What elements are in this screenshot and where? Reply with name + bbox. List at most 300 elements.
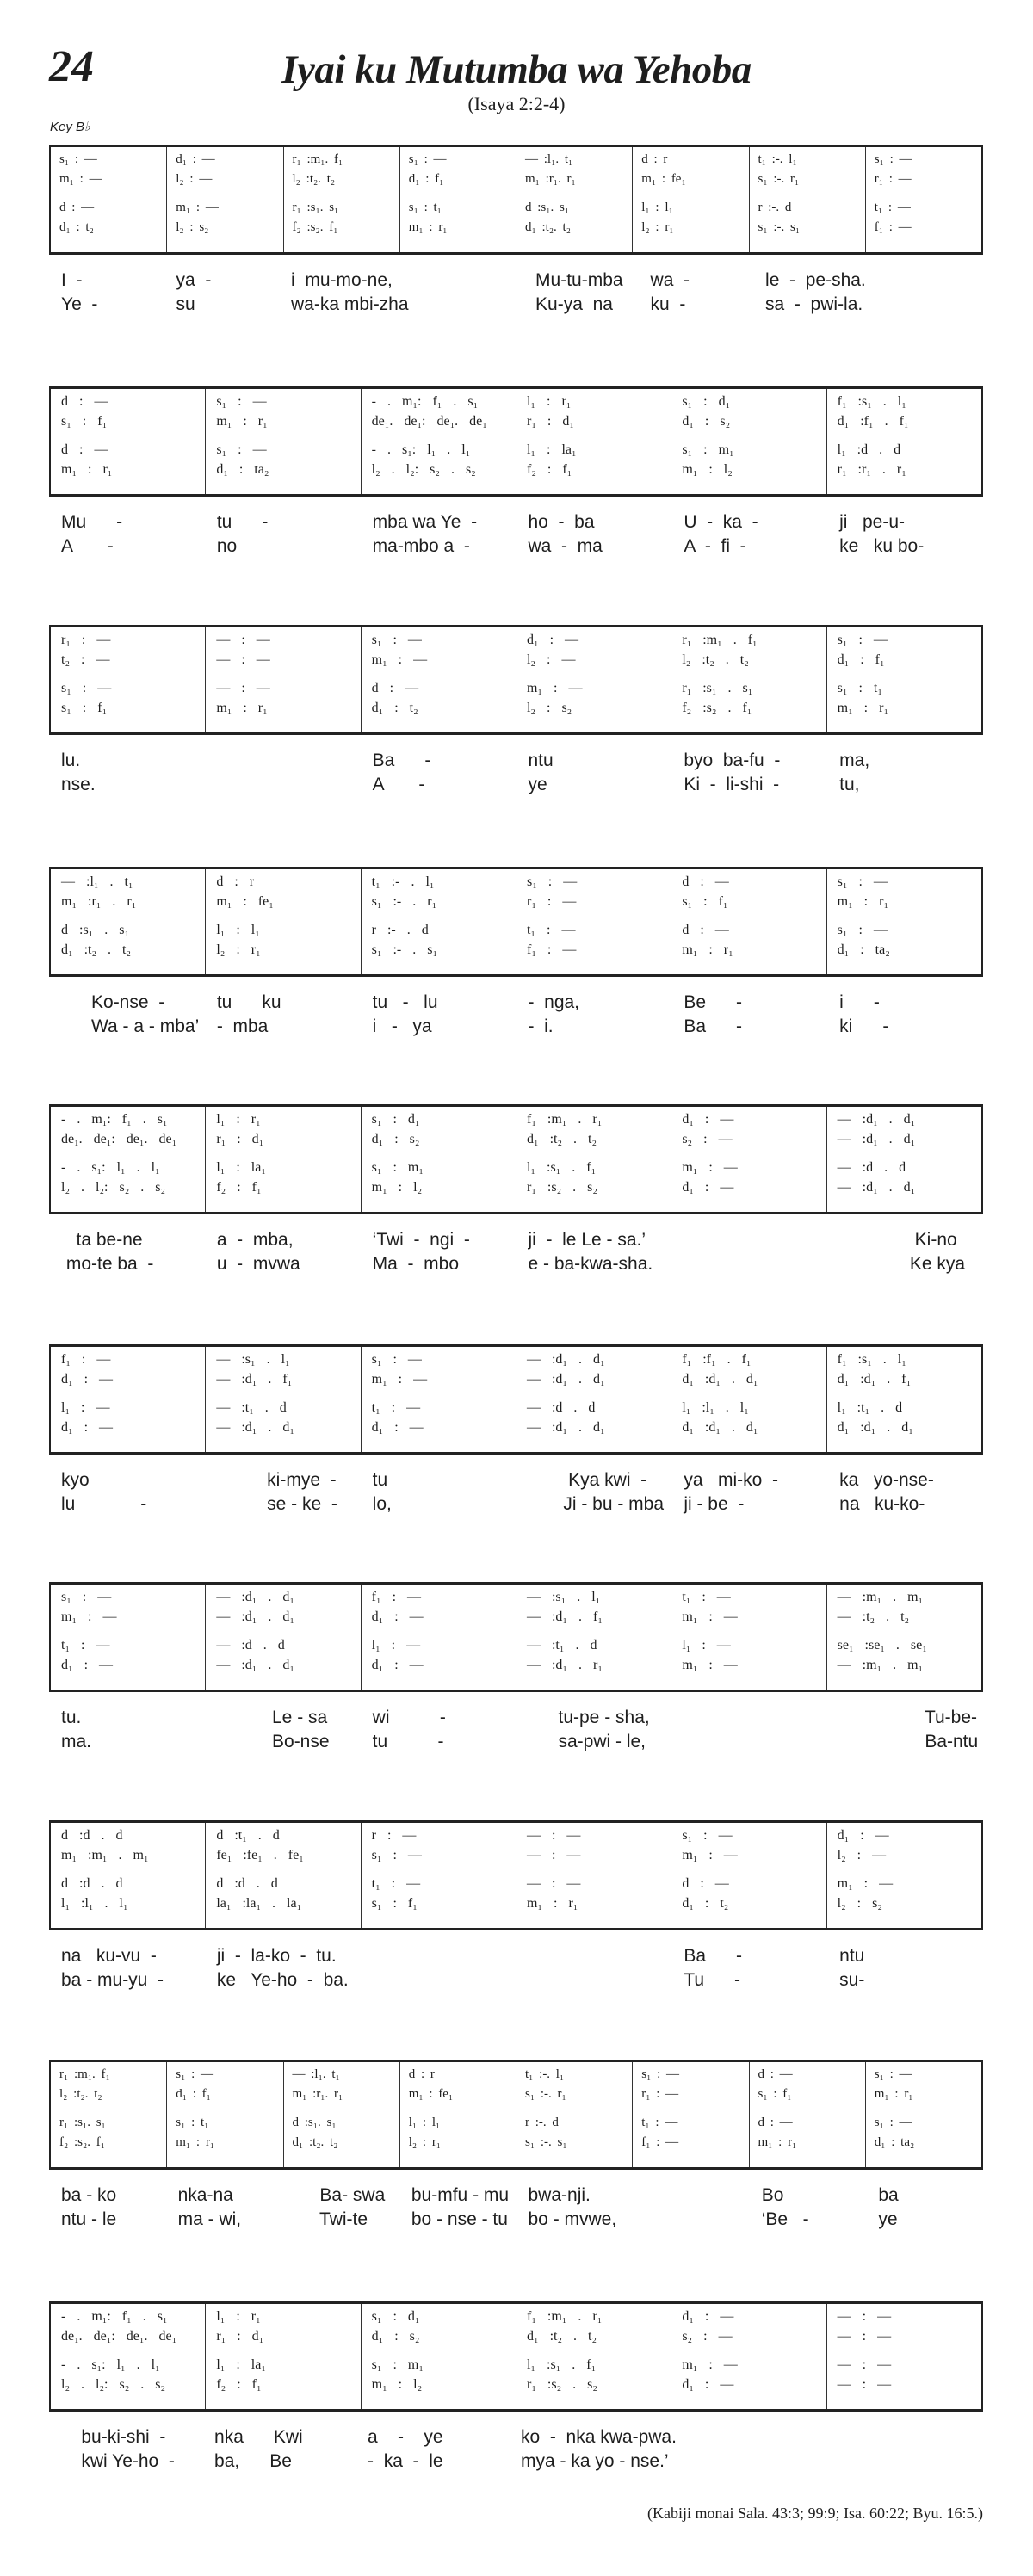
song-title: Iyai ku Mutumba wa Yehoba [281, 47, 752, 92]
verse-1-lyric: tu-pe - sha, [528, 1708, 650, 1727]
bass-notes: m₁ : l₂ [682, 462, 733, 477]
verse-1-lyric: Be - [684, 992, 742, 1012]
verse-2-lyric: ji - be - [684, 1494, 745, 1514]
soprano-notes: t₁ :-. l₁ [525, 2067, 565, 2081]
tenor-notes: s₁ : t₁ [176, 2116, 209, 2129]
alto-notes: m₁ : — [682, 1609, 738, 1624]
lyric-column [49, 512, 205, 560]
lyric-column [639, 270, 754, 318]
bass-notes: r₁ :r₁ . r₁ [837, 462, 906, 477]
soprano-notes: f₁ :m₁ . r₁ [526, 1112, 603, 1127]
alto-notes: r₁ : — [641, 2087, 679, 2101]
measure [361, 2304, 516, 2409]
bass-notes: — :d₁ . d₁ [837, 1180, 916, 1195]
verse-2-lyric: lu - [61, 1494, 147, 1514]
tenor-notes: l₁ : la₁ [216, 1160, 266, 1175]
measure [51, 1585, 205, 1690]
lyrics [49, 992, 983, 1041]
tenor-notes: d :s₁. s₁ [525, 201, 570, 214]
soprano-notes: s₁ : d₁ [371, 2309, 420, 2324]
system [49, 145, 983, 318]
verse-2-lyric [881, 294, 984, 318]
soprano-notes: d :d . d [61, 1828, 123, 1843]
alto-notes: m₁ : — [59, 172, 102, 186]
bass-notes: f₂ :s₂ . f₁ [682, 701, 752, 715]
alto-notes: m₁ : — [61, 1609, 117, 1624]
lyric-column [205, 751, 361, 799]
soprano-notes: s₁ : — [371, 633, 422, 647]
measure [826, 627, 981, 732]
soprano-notes: f₁ :f₁ . f₁ [682, 1352, 752, 1367]
lyric-column [677, 2427, 830, 2475]
alto-notes: d₁ :t₂ . t₂ [526, 2329, 597, 2344]
soprano-notes: — :l₁. t₁ [292, 2067, 340, 2081]
tenor-notes: l₁ : l₁ [641, 201, 673, 214]
verse-1-lyric [217, 751, 361, 775]
lyric-column [523, 270, 639, 318]
verse-1-lyric: le - pe-sha. [765, 270, 866, 290]
verse-2-lyric: tu - [372, 1732, 444, 1751]
verse-1-lyric: nka Kwi [214, 2427, 303, 2447]
lyric-column [516, 512, 671, 560]
verse-1-lyric: ba - ko [61, 2185, 117, 2205]
verse-1-lyric [421, 270, 524, 294]
measure [826, 1823, 981, 1928]
lyric-column [205, 1708, 361, 1756]
lyric-column [49, 751, 205, 799]
tenor-notes: — :d . d [216, 1638, 285, 1652]
system [49, 1582, 983, 1756]
lyrics [49, 1708, 983, 1756]
tenor-notes: m₁ : — [682, 1160, 738, 1175]
bass-notes: m₁ : r₁ [758, 2135, 797, 2149]
verse-2-lyric: ki - [839, 1016, 889, 1036]
lyric-column [671, 1470, 827, 1518]
verse-1-lyric: lu. [61, 751, 81, 770]
verse-2-lyric [373, 1970, 516, 1994]
lyric-column [205, 992, 361, 1041]
tenor-notes: s₁ : — [61, 681, 112, 695]
measure [51, 2304, 205, 2409]
measure [516, 627, 671, 732]
staff [49, 145, 983, 255]
measure [361, 1585, 516, 1690]
tenor-notes: se₁ :se₁ . se₁ [837, 1638, 927, 1652]
lyric-column [516, 1946, 671, 1994]
bass-notes: d₁ : — [682, 1180, 734, 1195]
soprano-notes: — : — [526, 1828, 581, 1843]
soprano-notes: l₁ : r₁ [216, 2309, 261, 2324]
bass-notes: r₁ :s₂ . s₂ [526, 2377, 597, 2392]
bass-notes: m₁ : r₁ [526, 1896, 578, 1911]
soprano-notes: s₁ : — [837, 874, 888, 889]
alto-notes: d₁ : s₂ [371, 1132, 420, 1146]
verse-1-lyric: kyo [61, 1470, 90, 1490]
lyric-column [399, 2185, 516, 2233]
tenor-notes: l₁ : — [371, 1638, 421, 1652]
verse-1-lyric: ‘Twi - ngi - [372, 1230, 470, 1250]
bass-notes: d₁ : — [682, 2377, 734, 2392]
alto-notes: l₂ :t₂. t₂ [59, 2087, 102, 2101]
soprano-notes: d₁ : — [682, 2309, 734, 2324]
soprano-notes: s₁ : — [874, 2067, 912, 2081]
measure [51, 627, 205, 732]
lyric-column [827, 1946, 983, 1994]
bass-notes: s₁ :-. s₁ [525, 2135, 567, 2149]
tenor-notes: t₁ : — [874, 201, 911, 214]
verse-2-lyric: mya - ka yo - nse.’ [521, 2451, 669, 2471]
tenor-notes: d :s₁ . s₁ [61, 923, 130, 937]
bass-notes: m₁ : r₁ [176, 2135, 215, 2149]
tenor-notes: r₁ :s₁. s₁ [292, 201, 339, 214]
measure [632, 2062, 748, 2167]
soprano-notes: s₁ : — [59, 152, 97, 166]
verse-2-lyric: A - [61, 536, 114, 556]
alto-notes: m₁ : — [371, 652, 428, 667]
lyric-column [361, 1230, 516, 1278]
soprano-notes: r : — [371, 1828, 417, 1843]
alto-notes: d₁ : s₂ [682, 414, 731, 429]
bass-notes: s₁ :- . s₁ [371, 942, 438, 957]
verse-1-lyric: Tu-be- [839, 1708, 978, 1727]
measure [166, 2062, 282, 2167]
measure [51, 1347, 205, 1452]
tenor-notes: r :- . d [371, 923, 429, 937]
verse-1-lyric: tu. [61, 1708, 82, 1727]
bass-notes: f₂ : f₁ [216, 2377, 262, 2392]
verse-1-lyric: ho - ba [528, 512, 595, 532]
tenor-notes: m₁ : — [837, 1876, 894, 1891]
bass-notes: d₁ : t₂ [59, 220, 94, 234]
soprano-notes: - . m₁: f₁ . s₁ [61, 2309, 168, 2324]
alto-notes: s₁ :- . r₁ [371, 894, 437, 909]
soprano-notes: — : — [216, 633, 270, 647]
staff [49, 1820, 983, 1930]
lyrics [49, 1946, 983, 1994]
verse-1-lyric: ntu [528, 751, 554, 770]
verse-1-lyric [881, 270, 984, 294]
measure [205, 1823, 360, 1928]
verse-1-lyric: a - ye [368, 2427, 443, 2447]
bass-notes: — :d₁ . d₁ [216, 1658, 294, 1672]
bass-notes: d₁ : — [371, 1658, 424, 1672]
tenor-notes: l₁ :s₁ . f₁ [526, 2357, 597, 2372]
lyrics [49, 512, 983, 560]
verse-2-lyric: ma-mbo a - [372, 536, 470, 556]
lyric-column [827, 1470, 983, 1518]
measure [826, 869, 981, 974]
alto-notes: l₂ : — [526, 652, 576, 667]
soprano-notes: t₁ :- . l₁ [371, 874, 435, 889]
tenor-notes: t₁ : — [61, 1638, 110, 1652]
verse-1-lyric: tu - [216, 512, 269, 532]
alto-notes: — :d₁ . d₁ [216, 1609, 294, 1624]
verse-1-lyric: ba [878, 2185, 899, 2205]
song-number: 24 [49, 42, 94, 91]
lyric-column [361, 1470, 516, 1518]
tenor-notes: r₁ :s₁. s₁ [59, 2116, 106, 2129]
soprano-notes: d : — [61, 394, 108, 409]
bass-notes: d₁ :t₂ . t₂ [61, 942, 132, 957]
bass-notes: — :d₁ . d₁ [216, 1420, 294, 1435]
tenor-notes: l₁ : — [61, 1400, 110, 1415]
tenor-notes: s₁ : — [216, 442, 267, 457]
verse-2-lyric: ke Ye-ho - ba. [216, 1970, 349, 1990]
soprano-notes: t₁ : — [682, 1590, 731, 1604]
tenor-notes: — :t₁ . d [216, 1400, 287, 1415]
measure [516, 1585, 671, 1690]
soprano-notes: f₁ : — [61, 1352, 111, 1367]
lyric-column [361, 992, 516, 1041]
alto-notes: — : — [216, 652, 270, 667]
bass-notes: l₂ . l₂: s₂ . s₂ [371, 462, 476, 477]
alto-notes: m₁ : fe₁ [216, 894, 274, 909]
tenor-notes: d : — [61, 442, 108, 457]
verse-1-lyric: ka yo-nse- [839, 1470, 934, 1490]
alto-notes: d₁ : f₁ [837, 652, 885, 667]
verse-2-lyric: ku - [650, 294, 686, 314]
staff [49, 1104, 983, 1214]
tenor-notes: t₁ : — [641, 2116, 678, 2129]
soprano-notes: s₁ : — [176, 2067, 213, 2081]
lyric-column [49, 1946, 205, 1994]
measure [205, 1585, 360, 1690]
verse-2-lyric: su- [839, 1970, 865, 1990]
soprano-notes: - . m₁: f₁ . s₁ [371, 394, 479, 409]
lyric-column [166, 2185, 283, 2233]
system [49, 1820, 983, 1994]
verse-2-lyric: ntu - le [61, 2209, 117, 2229]
verse-1-lyric: nka-na [177, 2185, 233, 2205]
soprano-notes: d : r [641, 152, 668, 166]
measure [671, 1347, 826, 1452]
lyric-column [164, 270, 280, 318]
soprano-notes: f₁ :m₁ . r₁ [526, 2309, 603, 2324]
verse-2-lyric [689, 2451, 830, 2475]
lyric-column [750, 2185, 867, 2233]
bass-notes: l₁ :l₁ . l₁ [61, 1896, 128, 1911]
alto-notes: de₁. de₁: de₁. de₁ [371, 414, 487, 429]
bass-notes: d₁ : ta₂ [216, 462, 269, 477]
bass-notes: m₁ : r₁ [216, 701, 268, 715]
soprano-notes: f₁ :s₁ . l₁ [837, 1352, 906, 1367]
lyric-column [361, 512, 516, 560]
soprano-notes: s₁ : — [526, 874, 578, 889]
soprano-notes: s₁ : — [837, 633, 888, 647]
verse-2-lyric: - mba [216, 1016, 269, 1036]
measure [826, 2304, 981, 2409]
verse-2-lyric: ‘Be - [761, 2209, 809, 2229]
lyric-column [409, 270, 524, 318]
system [49, 2301, 983, 2475]
tenor-notes: s₁ : — [837, 923, 888, 937]
verse-2-lyric: Wa - a - mba’ [61, 1016, 200, 1036]
soprano-notes: d : r [408, 2067, 435, 2081]
soprano-notes: — :l₁. t₁ [525, 152, 573, 166]
alto-notes: m₁ : — [371, 1372, 428, 1387]
measure [361, 1347, 516, 1452]
measure [516, 1107, 671, 1212]
tenor-notes: l₁ : — [682, 1638, 731, 1652]
verse-2-lyric: na ku-ko- [839, 1494, 925, 1514]
verse-2-lyric: A - [372, 775, 425, 794]
tenor-notes: — : — [526, 1876, 581, 1891]
soprano-notes: d : — [682, 874, 729, 889]
lyric-column [49, 2427, 202, 2475]
measure [865, 2062, 981, 2167]
verse-2-lyric: no [216, 536, 238, 556]
verse-2-lyric: u - mvwa [216, 1254, 300, 1274]
soprano-notes: s₁ : — [408, 152, 447, 166]
measure [283, 2062, 399, 2167]
verse-2-lyric: A - fi - [684, 536, 746, 556]
bass-notes: f₁ : — [641, 2135, 679, 2149]
alto-notes: de₁. de₁: de₁. de₁ [61, 1132, 177, 1146]
verse-1-lyric: bu-mfu - mu [411, 2185, 510, 2205]
alto-notes: m₁ :r₁. r₁ [525, 172, 576, 186]
staff [49, 2301, 983, 2412]
alto-notes: d₁ :f₁ . f₁ [837, 414, 909, 429]
soprano-notes: — : — [837, 2309, 892, 2324]
verse-1-lyric [373, 1946, 516, 1970]
alto-notes: l₂ :t₂. t₂ [292, 172, 336, 186]
verse-1-lyric: ko - nka kwa-pwa. [521, 2427, 677, 2447]
verse-1-lyric: wi - [372, 1708, 446, 1727]
system [49, 1104, 983, 1278]
lyric-column [671, 1708, 827, 1756]
alto-notes: s₁ : f₁ [758, 2087, 792, 2101]
verse-2-lyric [421, 294, 524, 318]
verse-1-lyric: Ba - [372, 751, 431, 770]
soprano-notes: l₁ : r₁ [216, 1112, 261, 1127]
bass-notes: r₁ :s₂ . s₂ [526, 1180, 597, 1195]
verse-1-lyric: i - [839, 992, 880, 1012]
verse-2-lyric: - i. [528, 1016, 554, 1036]
tenor-notes: — :t₁ . d [526, 1638, 597, 1652]
verse-1-lyric: ya mi-ko - [684, 1470, 778, 1490]
lyrics [49, 270, 983, 318]
verse-2-lyric: ma. [61, 1732, 92, 1751]
verse-1-lyric: I - [61, 270, 83, 290]
soprano-notes: s₁ : — [371, 1352, 422, 1367]
verse-1-lyric: ya - [176, 270, 212, 290]
alto-notes: m₁ : r₁ [874, 2087, 913, 2101]
tenor-notes: l₁ : l₁ [216, 923, 260, 937]
lyrics [49, 1470, 983, 1518]
soprano-notes: l₁ : r₁ [526, 394, 572, 409]
system [49, 625, 983, 799]
measure [826, 1347, 981, 1452]
verse-2-lyric: Ke kya [839, 1254, 966, 1274]
tenor-notes: - . s₁: l₁ . l₁ [61, 2357, 160, 2372]
alto-notes: d₁ : — [371, 1609, 424, 1624]
soprano-notes: d : — [758, 2067, 793, 2081]
lyric-column [49, 1230, 205, 1278]
staff [49, 386, 983, 497]
measure [51, 389, 205, 494]
alto-notes: m₁ :m₁ . m₁ [61, 1848, 149, 1863]
measure [671, 389, 826, 494]
verse-1-lyric: tu ku [216, 992, 281, 1012]
bass-notes: l₂ : s₂ [176, 220, 209, 234]
verse-1-lyric [684, 1230, 827, 1254]
measure [51, 2062, 166, 2167]
tenor-notes: — : — [837, 2357, 892, 2372]
alto-notes: — :d₁ . d₁ [837, 1132, 916, 1146]
bass-notes: d₁ : t₂ [682, 1896, 729, 1911]
verse-1-lyric: Mu-tu-mba [535, 270, 623, 290]
verse-2-lyric: mo-te ba - [61, 1254, 154, 1274]
staff [49, 1582, 983, 1692]
alto-notes: — : — [837, 2329, 892, 2344]
verse-2-lyric: Twi-te [294, 2209, 368, 2229]
lyric-column [361, 1708, 516, 1756]
tenor-notes: m₁ : — [682, 2357, 738, 2372]
bass-notes: d₁ :t₂. t₂ [292, 2135, 338, 2149]
verse-1-lyric: Ko-nse - [61, 992, 165, 1012]
verse-2-lyric: bo - mvwe, [528, 2209, 617, 2229]
measure [361, 1107, 516, 1212]
lyric-column [49, 992, 205, 1041]
soprano-notes: t₁ :-. l₁ [758, 152, 797, 166]
verse-2-lyric: nse. [61, 775, 96, 794]
verse-1-lyric: ntu [839, 1946, 865, 1966]
alto-notes: r₁ : d₁ [216, 2329, 264, 2344]
lyric-column [516, 1708, 671, 1756]
verse-1-lyric [645, 2185, 750, 2209]
verse-1-lyric: Ba- swa [294, 2185, 386, 2205]
system [49, 2060, 983, 2233]
bass-notes: l₂ . l₂: s₂ . s₂ [61, 1180, 166, 1195]
lyrics [49, 2427, 983, 2475]
system [49, 1344, 983, 1518]
measure [283, 147, 399, 252]
verse-1-lyric [689, 2427, 830, 2451]
verse-1-lyric: wa - [650, 270, 690, 290]
lyric-column [671, 1230, 827, 1278]
alto-notes: s₁ :-. r₁ [758, 172, 800, 186]
verse-2-lyric: lo, [372, 1494, 392, 1514]
bass-notes: m₁ : l₂ [371, 2377, 423, 2392]
bass-notes: d₁ : t₂ [371, 701, 418, 715]
alto-notes: r₁ : d₁ [526, 414, 574, 429]
measure [671, 2304, 826, 2409]
verse-2-lyric: Ye - [61, 294, 98, 314]
alto-notes: d₁ :t₂ . t₂ [526, 1132, 597, 1146]
system [49, 867, 983, 1041]
tenor-notes: r :-. d [758, 201, 792, 214]
tenor-notes: t₁ : — [371, 1400, 421, 1415]
measure [516, 869, 671, 974]
measure [516, 1823, 671, 1928]
verse-2-lyric: Ba - [684, 1016, 742, 1036]
lyric-column [509, 2427, 677, 2475]
measure [516, 2062, 632, 2167]
verse-2-lyric: su [176, 294, 195, 314]
measure [516, 147, 632, 252]
verse-1-lyric: Le - sa [216, 1708, 328, 1727]
soprano-notes: r₁ : — [61, 633, 111, 647]
tenor-notes: — :d . d [526, 1400, 596, 1415]
bass-notes: m₁ : r₁ [61, 462, 113, 477]
tenor-notes: d :s₁. s₁ [292, 2116, 337, 2129]
soprano-notes: d₁ : — [837, 1828, 889, 1843]
verse-2-lyric [684, 1732, 827, 1756]
verse-2-lyric: e - ba-kwa-sha. [528, 1254, 653, 1274]
tenor-notes: - . s₁: l₁ . l₁ [61, 1160, 160, 1175]
soprano-notes: s₁ : d₁ [371, 1112, 420, 1127]
measure [749, 147, 865, 252]
